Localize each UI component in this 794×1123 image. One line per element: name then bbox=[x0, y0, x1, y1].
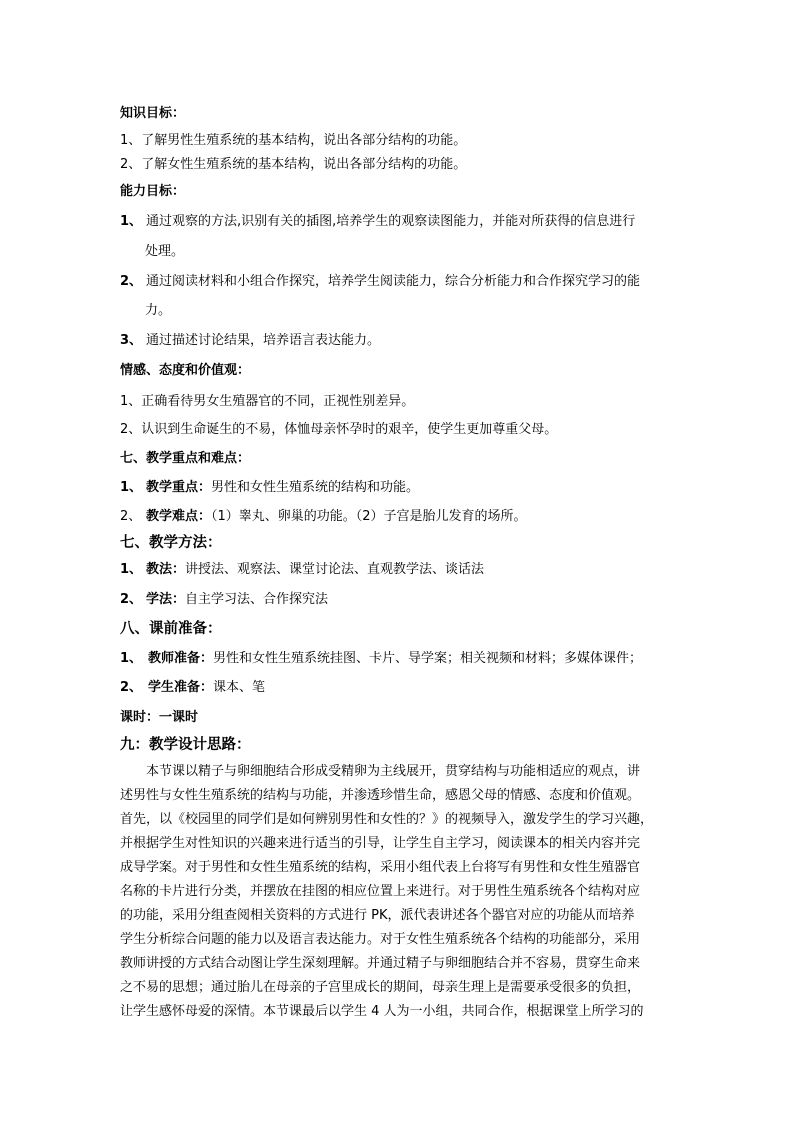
ability-goal-1-text: 通过观察的方法,识别有关的插图,培养学生的观察读图能力，并能对所获得的信息进行 bbox=[146, 214, 636, 229]
design-paragraph-line: 学生分析综合问题的能力以及语言表达能力。对于女性生殖系统各个结构的功能部分，采用 bbox=[120, 932, 641, 947]
ability-goals-heading: 能力目标： bbox=[120, 184, 186, 199]
design-paragraph-line: 并根据学生对性知识的兴趣来进行适当的引导，让学生自主学习，阅读课本的相关内容并完 bbox=[120, 836, 641, 851]
method-1 bbox=[120, 560, 484, 580]
method-2-text: 自主学习法、合作探究法 bbox=[185, 592, 329, 607]
list-number: 2、 bbox=[120, 592, 143, 607]
list-number: 3、 bbox=[120, 333, 143, 348]
ability-goal-2 bbox=[120, 272, 640, 292]
method-1-text: 讲授法、观察法、课堂讨论法、直观教学法、谈话法 bbox=[185, 562, 485, 577]
methods-heading: 七、教学方法： bbox=[120, 535, 222, 551]
class-hours: 课时：一课时 bbox=[120, 710, 199, 725]
ability-goal-2-text: 通过阅读材料和小组合作探究，培养学生阅读能力，综合分析能力和合作探究学习的能 bbox=[146, 274, 641, 289]
key-points-heading: 七、教学重点和难点： bbox=[120, 451, 251, 466]
design-paragraph-line: 本节课以精子与卵细胞结合形成受精卵为主线展开，贯穿结构与功能相适应的观点，讲 bbox=[146, 764, 641, 779]
knowledge-goal-2: 2、了解女性生殖系统的基本结构，说出各部分结构的功能。 bbox=[120, 157, 467, 172]
key-point-2-label: 教学难点： bbox=[146, 509, 212, 524]
ability-goal-1-cont: 处理。 bbox=[145, 244, 185, 259]
key-point-1-label: 教学重点： bbox=[146, 480, 212, 495]
preparation-2 bbox=[120, 678, 265, 698]
design-paragraph-line: 之不易的思想；通过胎儿在母亲的子宫里成长的期间，母亲生理上是需要承受很多的负担， bbox=[120, 980, 641, 995]
design-paragraph-line: 的功能，采用分组查阅相关资料的方式进行 PK，派代表讲述各个器官对应的功能从而培养 bbox=[120, 908, 635, 923]
preparation-1-text: 男性和女性生殖系统挂图、卡片、导学案；相关视频和材料；多媒体课件； bbox=[213, 651, 643, 666]
ability-goal-3-text: 通过描述讨论结果，培养语言表达能力。 bbox=[146, 333, 381, 348]
design-paragraph-line: 首先，以《校园里的同学们是如何辨别男性和女性的？》的视频导入，激发学生的学习兴趣， bbox=[120, 812, 654, 827]
key-point-1 bbox=[120, 478, 419, 498]
design-paragraph-line: 成导学案。对于男性和女性生殖系统的结构，采用小组代表上台将写有男性和女性生殖器官 bbox=[120, 860, 641, 875]
list-number: 1、 bbox=[120, 651, 143, 666]
method-1-label: 教法： bbox=[146, 562, 186, 577]
list-number: 1、 bbox=[120, 480, 143, 495]
knowledge-goals-heading: 知识目标： bbox=[120, 106, 186, 121]
preparation-2-label: 学生准备： bbox=[148, 680, 214, 695]
knowledge-goal-1: 1、了解男性生殖系统的基本结构，说出各部分结构的功能。 bbox=[120, 133, 467, 148]
key-point-2-text: （1）睾丸、卵巢的功能。（2）子宫是胎儿发育的场所。 bbox=[211, 509, 527, 524]
design-heading: 九：教学设计思路： bbox=[120, 737, 251, 753]
key-point-1-text: 男性和女性生殖系统的结构和功能。 bbox=[211, 480, 420, 495]
design-paragraph-line: 教师讲授的方式结合动图让学生深刻理解。并通过精子与卵细胞结合并不容易，贯穿生命来 bbox=[120, 956, 641, 971]
list-number: 1、 bbox=[120, 562, 143, 577]
method-2 bbox=[120, 590, 328, 610]
list-number: 1、 bbox=[120, 214, 143, 229]
ability-goal-3 bbox=[120, 331, 380, 351]
design-paragraph-line: 让学生感怀母爱的深情。本节课最后以学生 4 人为一小组，共同合作，根据课堂上所学习的 bbox=[120, 1004, 644, 1019]
list-number: 2、 bbox=[120, 274, 143, 289]
key-point-2 bbox=[120, 507, 527, 527]
ability-goal-1 bbox=[120, 212, 635, 232]
list-number: 2、 bbox=[120, 509, 142, 524]
method-2-label: 学法： bbox=[146, 592, 186, 607]
list-number: 2、 bbox=[120, 680, 143, 695]
preparation-2-text: 课本、笔 bbox=[213, 680, 266, 695]
preparation-1-label: 教师准备： bbox=[148, 651, 214, 666]
preparation-heading: 八、课前准备： bbox=[120, 621, 222, 637]
emotion-goal-2: 2、认识到生命诞生的不易，体恤母亲怀孕时的艰辛，使学生更加尊重父母。 bbox=[120, 422, 558, 437]
design-paragraph-line: 述男性与女性生殖系统的结构与功能，并渗透珍惜生命，感恩父母的情感、态度和价值观。 bbox=[120, 788, 641, 803]
preparation-1 bbox=[120, 649, 642, 669]
ability-goal-2-cont: 力。 bbox=[145, 303, 172, 318]
emotion-goal-1: 1、正确看待男女生殖器官的不同，正视性别差异。 bbox=[120, 394, 415, 409]
emotion-goals-heading: 情感、态度和价值观： bbox=[120, 363, 251, 378]
design-paragraph-line: 名称的卡片进行分类，并摆放在挂图的相应位置上来进行。对于男性生殖系统各个结构对应 bbox=[120, 884, 641, 899]
